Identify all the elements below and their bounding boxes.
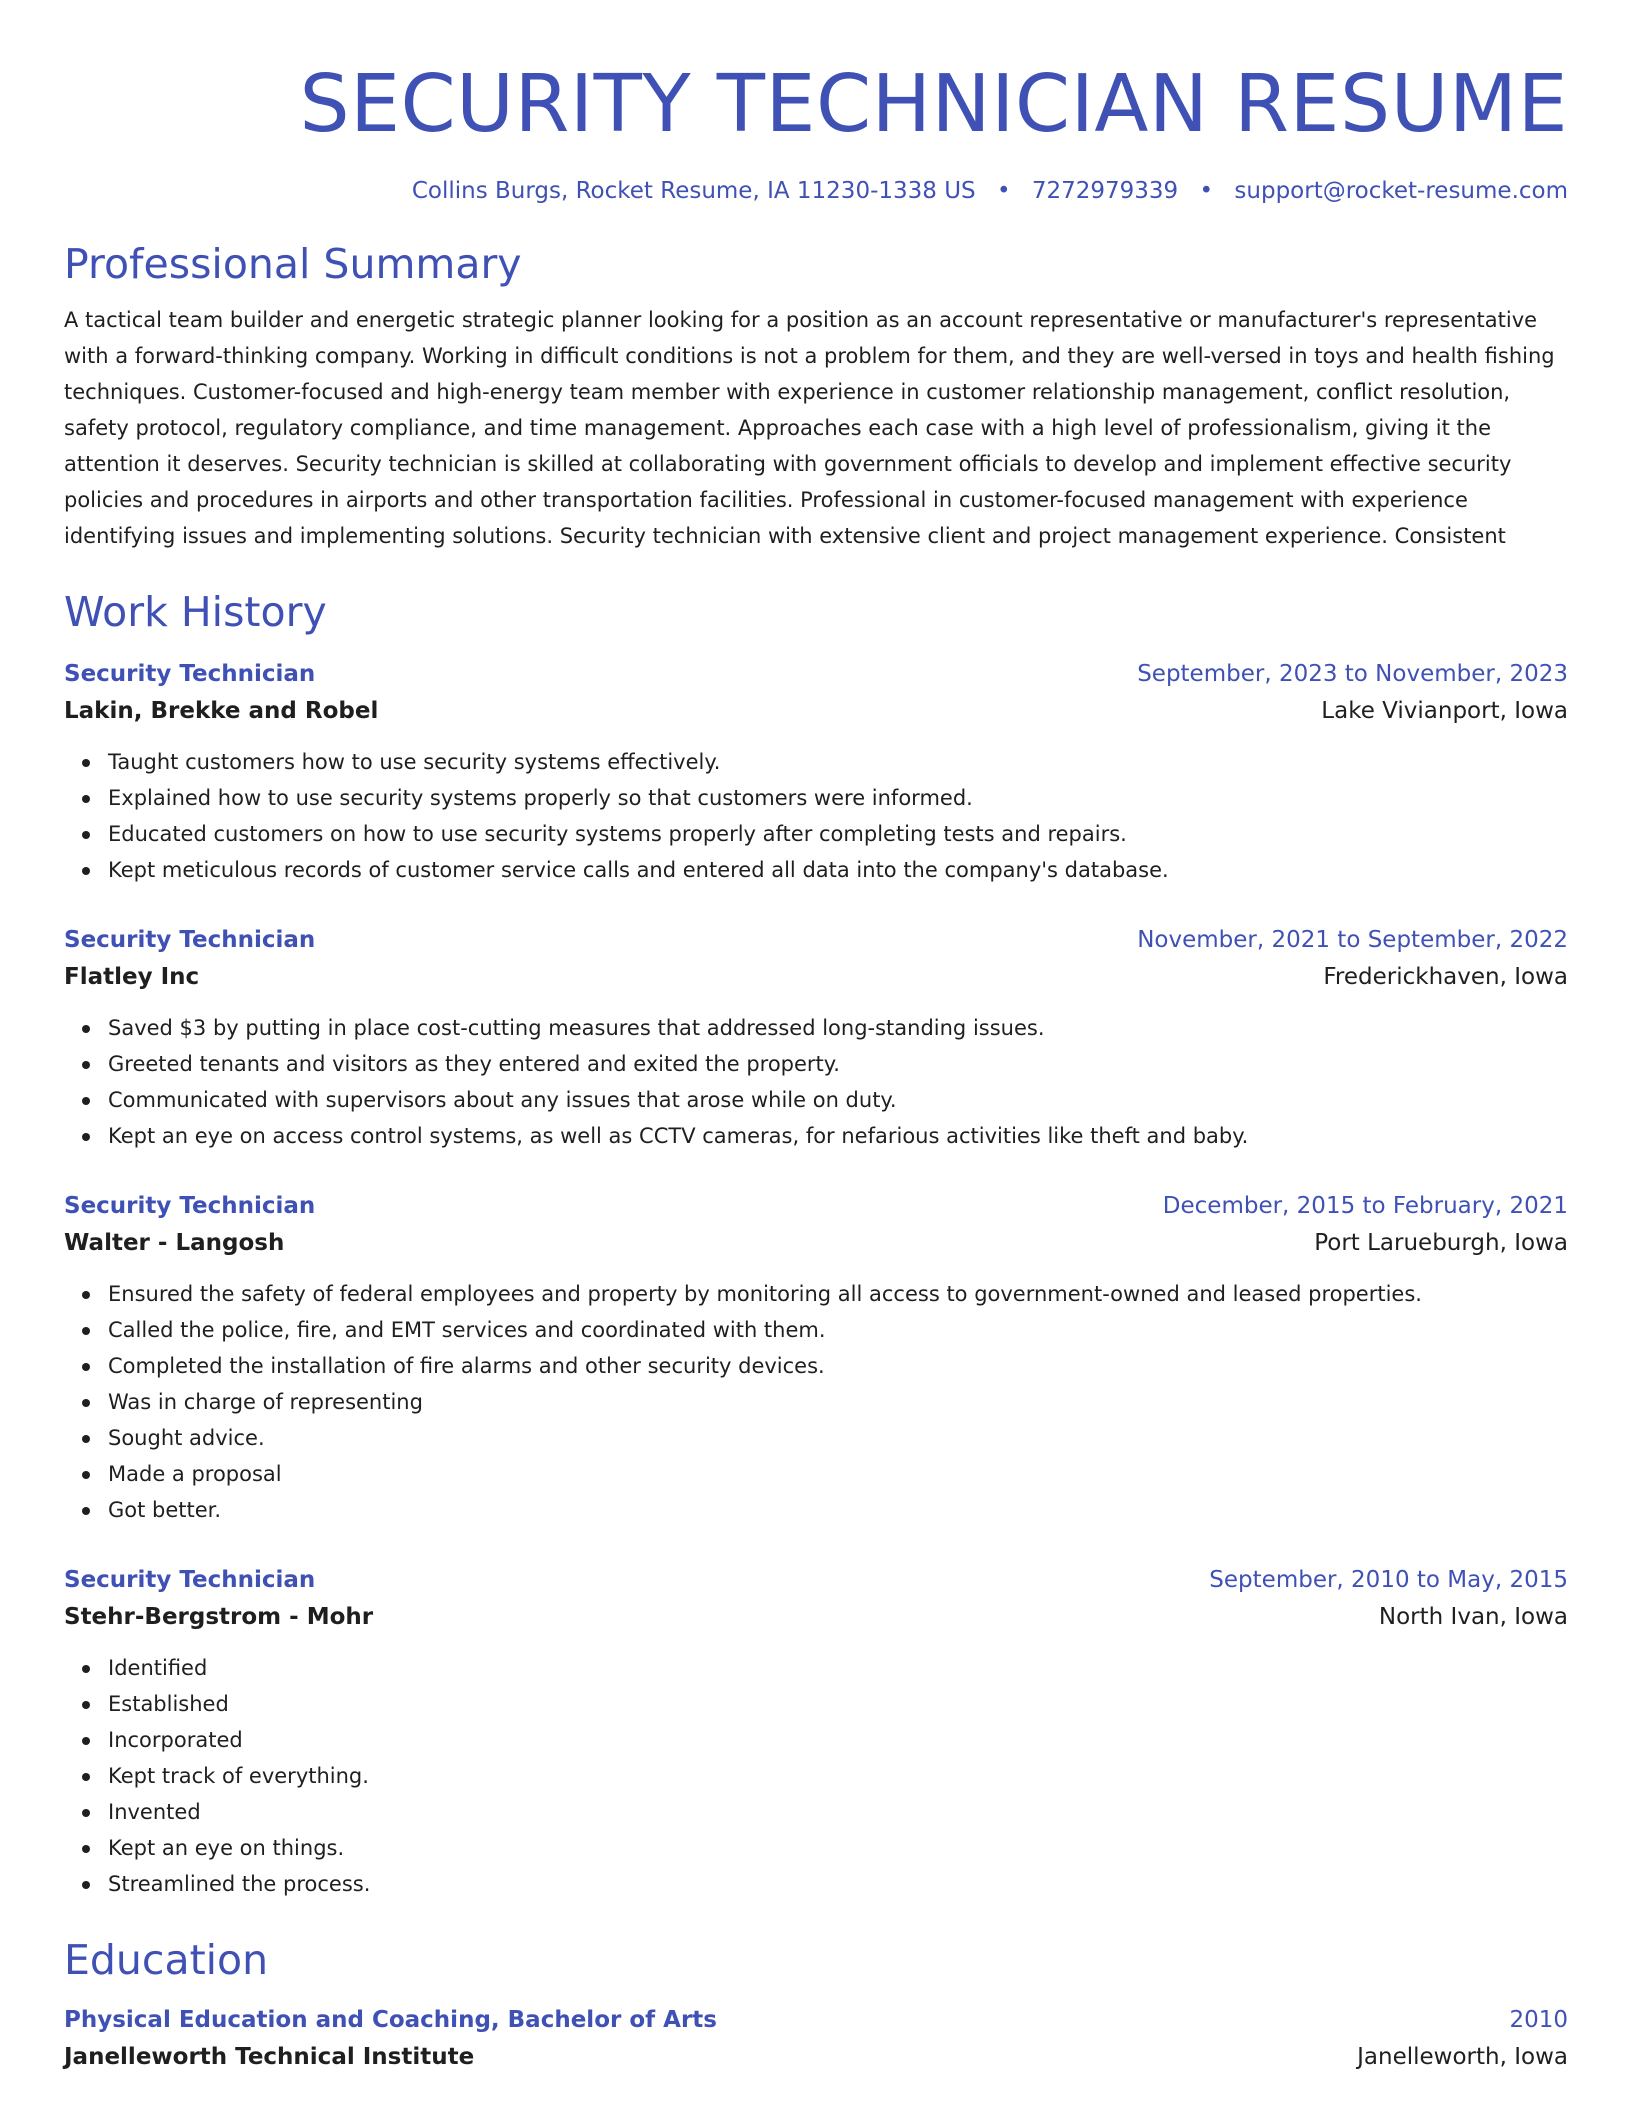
- work-history-heading: Work History: [64, 588, 327, 636]
- bullet-icon: [82, 1507, 90, 1515]
- bullet-icon: [82, 1809, 90, 1817]
- education-year: 2010: [1509, 2007, 1568, 2033]
- list-item: [108, 1722, 1568, 1758]
- duty-text: Greeted tenants and visitors as they entered and exited the property.: [108, 1052, 840, 1076]
- job-employer-row: [64, 958, 1568, 996]
- duty-text: Streamlined the process.: [108, 1872, 371, 1896]
- job-title: Security Technician: [64, 1193, 316, 1219]
- job-title-row: [64, 656, 1568, 692]
- job-duties-list: [64, 1276, 1568, 1528]
- list-item: [108, 1420, 1568, 1456]
- bullet-icon: [82, 1097, 90, 1105]
- job-entry: [64, 1562, 1568, 1902]
- list-item: [108, 1866, 1568, 1902]
- bullet-icon: [82, 1701, 90, 1709]
- bullet-icon: [82, 1399, 90, 1407]
- duty-text: Taught customers how to use security systems effectively.: [108, 750, 721, 774]
- duty-text: Kept track of everything.: [108, 1764, 369, 1788]
- list-item: [108, 1010, 1568, 1046]
- list-item: [108, 1276, 1568, 1312]
- job-duties-list: [64, 1650, 1568, 1902]
- duty-text: Explained how to use security systems properly so that customers were informed.: [108, 786, 973, 810]
- duty-text: Saved $3 by putting in place cost-cutting measures that addressed long-standing issues.: [108, 1016, 1045, 1040]
- job-entry: [64, 922, 1568, 1154]
- list-item: [108, 1046, 1568, 1082]
- duty-text: Identified: [108, 1656, 208, 1680]
- list-item: [108, 1082, 1568, 1118]
- job-title: Security Technician: [64, 661, 316, 687]
- job-dates: September, 2010 to May, 2015: [1209, 1567, 1568, 1593]
- duty-text: Established: [108, 1692, 229, 1716]
- bullet-icon: [82, 759, 90, 767]
- job-duties-list: [64, 744, 1568, 888]
- contact-address: Collins Burgs, Rocket Resume, IA 11230-1338 US: [411, 178, 976, 204]
- bullet-icon: [82, 795, 90, 803]
- bullet-icon: [82, 867, 90, 875]
- bullet-icon: [82, 1881, 90, 1889]
- job-employer-row: [64, 1224, 1568, 1262]
- education-entry: [64, 2002, 1568, 2076]
- bullet-icon: [82, 1363, 90, 1371]
- education-list: [64, 2002, 1568, 2076]
- duty-text: Ensured the safety of federal employees and property by monitoring all access to government-owned and leased properties.: [108, 1282, 1422, 1306]
- bullet-icon: [82, 1773, 90, 1781]
- contact-separator: •: [1199, 178, 1214, 204]
- list-item: [108, 1348, 1568, 1384]
- bullet-icon: [82, 1327, 90, 1335]
- list-item: [108, 1758, 1568, 1794]
- list-item: [108, 1830, 1568, 1866]
- duty-text: Kept an eye on access control systems, as well as CCTV cameras, for nefarious activities like theft and baby.: [108, 1124, 1249, 1148]
- job-employer: Lakin, Brekke and Robel: [64, 698, 379, 724]
- job-title-row: [64, 1188, 1568, 1224]
- job-employer: Stehr-Bergstrom - Mohr: [64, 1604, 374, 1630]
- job-entry: [64, 1188, 1568, 1528]
- job-employer: Walter - Langosh: [64, 1230, 285, 1256]
- work-history-list: [64, 656, 1568, 1902]
- education-heading: Education: [64, 1936, 269, 1984]
- resume-title: SECURITY TECHNICIAN RESUME: [299, 58, 1568, 150]
- job-dates: November, 2021 to September, 2022: [1137, 927, 1568, 953]
- education-degree: Physical Education and Coaching, Bachelor of Arts: [64, 2007, 717, 2033]
- job-title: Security Technician: [64, 1567, 316, 1593]
- list-item: [108, 1118, 1568, 1154]
- duty-text: Communicated with supervisors about any issues that arose while on duty.: [108, 1088, 897, 1112]
- duty-text: Got better.: [108, 1498, 222, 1522]
- job-dates: December, 2015 to February, 2021: [1162, 1193, 1568, 1219]
- bullet-icon: [82, 1471, 90, 1479]
- list-item: [108, 744, 1568, 780]
- job-location: Frederickhaven, Iowa: [1323, 964, 1568, 990]
- job-location: Lake Vivianport, Iowa: [1321, 698, 1568, 724]
- job-duties-list: [64, 1010, 1568, 1154]
- education-institution: Janelleworth Technical Institute: [64, 2044, 475, 2070]
- bullet-icon: [82, 1435, 90, 1443]
- duty-text: Made a proposal: [108, 1462, 282, 1486]
- education-location: Janelleworth, Iowa: [1357, 2044, 1568, 2070]
- list-item: [108, 852, 1568, 888]
- job-employer: Flatley Inc: [64, 964, 200, 990]
- list-item: [108, 816, 1568, 852]
- job-title: Security Technician: [64, 927, 316, 953]
- bullet-icon: [82, 831, 90, 839]
- professional-summary-heading: Professional Summary: [64, 240, 522, 288]
- job-employer-row: [64, 1598, 1568, 1636]
- list-item: [108, 1794, 1568, 1830]
- duty-text: Kept an eye on things.: [108, 1836, 345, 1860]
- contact-separator: •: [996, 178, 1011, 204]
- duty-text: Completed the installation of fire alarms and other security devices.: [108, 1354, 825, 1378]
- duty-text: Was in charge of representing: [108, 1390, 423, 1414]
- list-item: [108, 1456, 1568, 1492]
- duty-text: Called the police, fire, and EMT services and coordinated with them.: [108, 1318, 826, 1342]
- duty-text: Sought advice.: [108, 1426, 265, 1450]
- list-item: [108, 1650, 1568, 1686]
- job-entry: [64, 656, 1568, 888]
- duty-text: Invented: [108, 1800, 201, 1824]
- job-location: Port Larueburgh, Iowa: [1314, 1230, 1568, 1256]
- job-title-row: [64, 1562, 1568, 1598]
- bullet-icon: [82, 1025, 90, 1033]
- bullet-icon: [82, 1665, 90, 1673]
- contact-line: [64, 176, 1568, 206]
- professional-summary-text: A tactical team builder and energetic strategic planner looking for a position as an account representative or manufacturer's representative with a forward-thinking company. Working in difficult conditions is not a problem for them, and they are well-versed in toys and health fishing techniques. Customer-focused and high-energy team member with experience in customer relationship management, conflict resolution, safety protocol, regulatory compliance, and time management. Approaches each case with a high level of professionalism, giving it the attention it deserves. Security technician is skilled at collaborating with government officials to develop and implement effective security policies and procedures in airports and other transportation facilities. Professional in customer-focused management with experience identifying issues and implementing solutions. Security technician with extensive client and project management experience. Consistent: [64, 308, 1555, 548]
- list-item: [108, 1492, 1568, 1528]
- job-location: North Ivan, Iowa: [1378, 1604, 1568, 1630]
- job-employer-row: [64, 692, 1568, 730]
- contact-phone: 7272979339: [1031, 178, 1179, 204]
- job-title-row: [64, 922, 1568, 958]
- bullet-icon: [82, 1291, 90, 1299]
- list-item: [108, 1312, 1568, 1348]
- bullet-icon: [82, 1133, 90, 1141]
- education-institution-row: [64, 2038, 1568, 2076]
- list-item: [108, 1384, 1568, 1420]
- bullet-icon: [82, 1845, 90, 1853]
- duty-text: Educated customers on how to use security systems properly after completing tests and repairs.: [108, 822, 1127, 846]
- bullet-icon: [82, 1061, 90, 1069]
- duty-text: Incorporated: [108, 1728, 243, 1752]
- bullet-icon: [82, 1737, 90, 1745]
- job-dates: September, 2023 to November, 2023: [1137, 661, 1568, 687]
- duty-text: Kept meticulous records of customer service calls and entered all data into the company's database.: [108, 858, 1169, 882]
- list-item: [108, 1686, 1568, 1722]
- list-item: [108, 780, 1568, 816]
- education-degree-row: [64, 2002, 1568, 2038]
- contact-email[interactable]: support@rocket-resume.com: [1234, 178, 1568, 204]
